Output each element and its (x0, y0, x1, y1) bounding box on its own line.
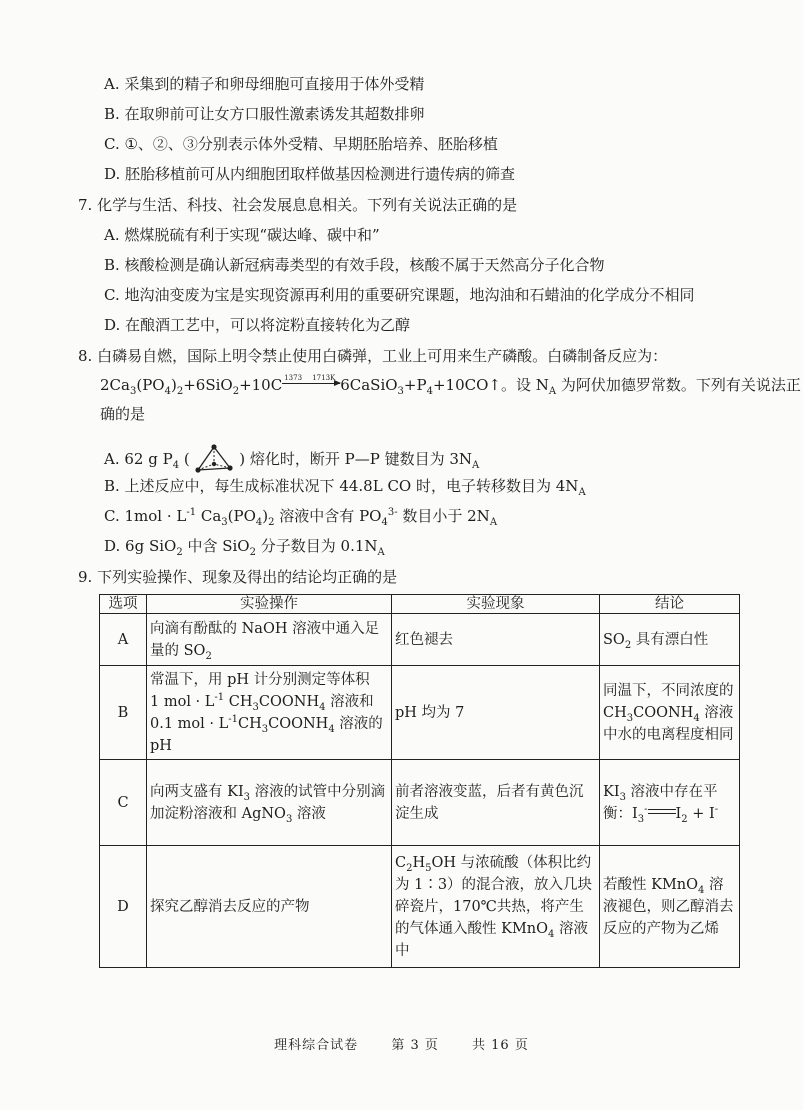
q7-option-a: A. 燃煤脱硫有利于实现“碳达峰、碳中和” (104, 226, 380, 244)
q7-option-c: C. 地沟油变废为宝是实现资源再利用的重要研究课题，地沟油和石蜡油的化学成分不相同 (104, 286, 695, 304)
q8-option-d: D. 6g SiO$_2$ 中含 SiO$_2$ 分子数目为 $0.1N_A$ (104, 537, 385, 558)
q9-stem: 9. 下列实验操作、现象及得出的结论均正确的是 (78, 568, 398, 586)
footer-total: 共 16 页 (472, 1038, 529, 1053)
table-row (100, 666, 740, 760)
row-phenomenon: 前者溶液变蓝，后者有黄色沉淀生成 (392, 760, 600, 846)
row-conclusion: $SO_2$ 具有漂白性 (600, 614, 740, 666)
equilibrium-arrow-icon (648, 806, 676, 818)
row-operation: 常温下，用 pH 计分别测定等体积 1 mol · $L^{-1}$ $CH_3COONH_4$ 溶液和 0.1 mol · $L^{-1}CH_3COONH_4$ 溶液的 pH (147, 666, 392, 760)
q8-stem-end: 确的是 (100, 405, 146, 423)
row-label: C (100, 760, 147, 846)
q8-option-c: C. $1mol \cdot L^{-1}$ $Ca_3(PO_4)_2$ 溶液中含有 $PO_4^{3-}$ 数目小于 $2N_A$ (104, 507, 498, 528)
q7-option-d: D. 在酿酒工艺中，可以将淀粉直接转化为乙醇 (104, 316, 411, 334)
header-option: 选项 (100, 595, 147, 614)
footer-page: 第 3 页 (391, 1038, 439, 1053)
q7-option-b: B. 核酸检测是确认新冠病毒类型的有效手段，核酸不属于天然高分子化合物 (104, 256, 605, 274)
q6-option-a: A. 采集到的精子和卵母细胞可直接用于体外受精 (104, 75, 425, 93)
q8-equation: $2Ca_3(PO_4)_2+6SiO_2+10C$ 1373 1713K $6CaSiO_3+P_4+10CO↑$。设 $N_A$ 为阿伏加德罗常数。下列有关说法正 (100, 374, 801, 397)
header-conclusion: 结论 (600, 595, 740, 614)
row-phenomenon: $C_2H_5OH$ 与浓硫酸（体积比约为 1∶3）的混合液，放入几块碎瓷片，170℃共热，将产生的气体通入酸性 KMnO$_4$ 溶液中 (392, 846, 600, 968)
table-row (100, 846, 740, 968)
q8-stem: 8. 白磷易自燃，国际上明令禁止使用白磷弹，工业上可用来生产磷酸。白磷制备反应为： (78, 347, 668, 365)
row-conclusion: 同温下，不同浓度的 $CH_3COONH_4$ 溶液中水的电离程度相同 (600, 666, 740, 760)
reaction-arrow-icon: 1373 1713K (282, 374, 340, 392)
row-phenomenon: pH 均为 7 (392, 666, 600, 760)
row-operation: 向两支盛有 $KI_3$ 溶液的试管中分别滴加淀粉溶液和 AgNO$_3$ 溶液 (147, 760, 392, 846)
table-row (100, 614, 740, 666)
q6-option-d: D. 胚胎移植前可从内细胞团取样做基因检测进行遗传病的筛查 (104, 165, 516, 183)
header-operation: 实验操作 (147, 595, 392, 614)
table-row (100, 760, 740, 846)
page-footer (0, 1034, 803, 1053)
row-phenomenon: 红色褪去 (392, 614, 600, 666)
header-phenomenon: 实验现象 (392, 595, 600, 614)
q6-option-c: C. ①、②、③分别表示体外受精、早期胚胎培养、胚胎移植 (104, 135, 498, 153)
row-operation: 向滴有酚酞的 NaOH 溶液中通入足量的 $SO_2$ (147, 614, 392, 666)
table-header-row (100, 595, 740, 614)
row-label: D (100, 846, 147, 968)
row-conclusion: $KI_3$ 溶液中存在平衡：$I_3^-$ $I_2 + I^-$ (600, 760, 740, 846)
q8-option-a: A. 62 g $P_4$ ( ) 熔化时，断开 P—P 键数目为 $3N_A$ (104, 444, 479, 474)
row-label: A (100, 614, 147, 666)
row-conclusion: 若酸性 KMnO$_4$ 溶液褪色，则乙醇消去反应的产物为乙烯 (600, 846, 740, 968)
q6-option-b: B. 在取卵前可让女方口服性激素诱发其超数排卵 (104, 105, 425, 123)
experiment-table (99, 594, 740, 968)
footer-title: 理科综合试卷 (274, 1038, 359, 1053)
q7-stem: 7. 化学与生活、科技、社会发展息息相关。下列有关说法正确的是 (78, 196, 518, 214)
tetrahedron-icon (194, 444, 234, 474)
row-operation: 探究乙醇消去反应的产物 (147, 846, 392, 968)
q8-option-b: B. 上述反应中，每生成标准状况下 44.8L CO 时，电子转移数目为 $4N_A$ (104, 477, 586, 498)
row-label: B (100, 666, 147, 760)
